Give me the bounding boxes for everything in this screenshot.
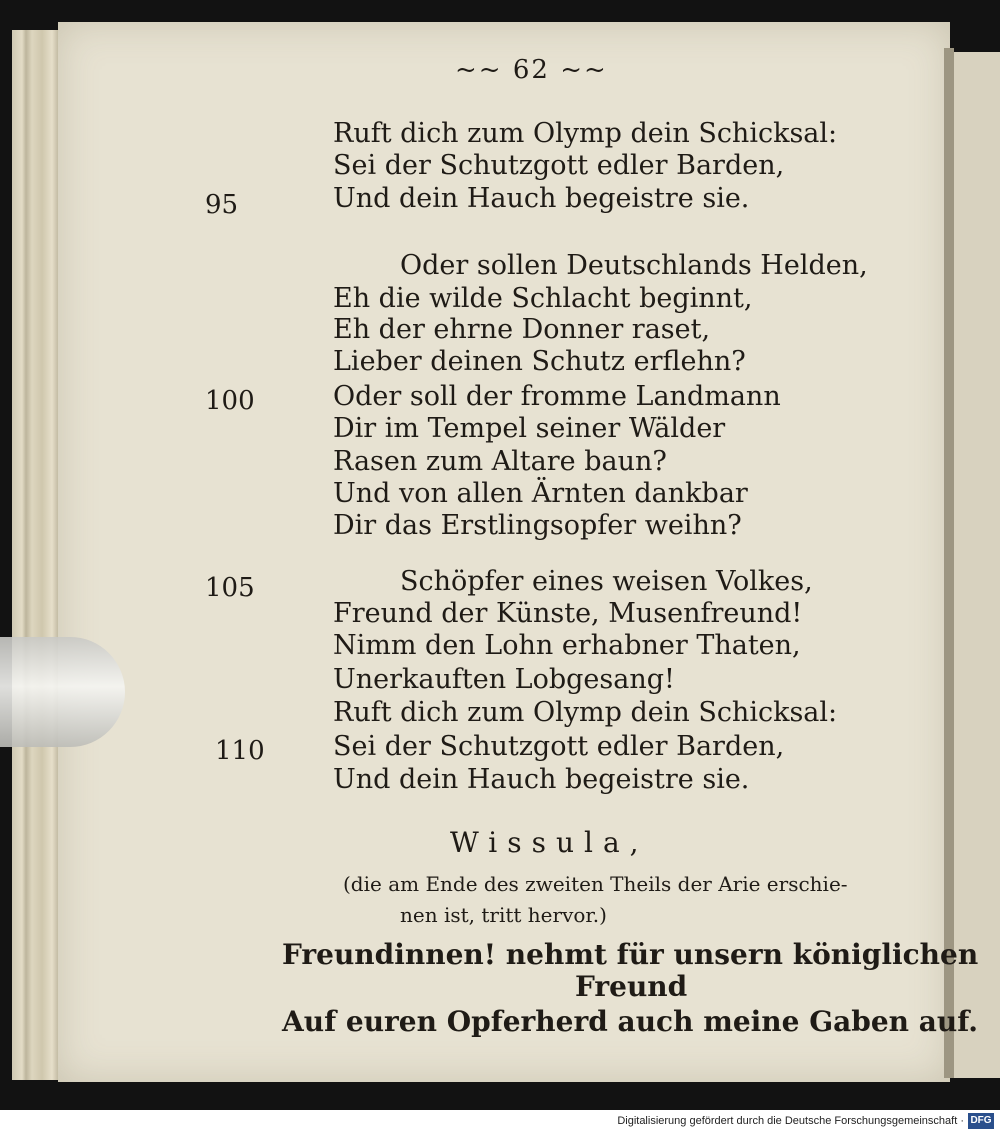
verse-line: Schöpfer eines weisen Volkes, [400, 566, 813, 597]
verse-line: Ruft dich zum Olymp dein Schicksal: [333, 697, 838, 728]
verse-line: Freund der Künste, Musenfreund! [333, 598, 803, 629]
line-number: 95 [205, 190, 239, 220]
verse-line: Und dein Hauch begeistre sie. [333, 183, 750, 214]
verse-line: Dir das Erstlingsopfer weihn? [333, 510, 742, 541]
stage-direction-line: nen ist, tritt hervor.) [400, 903, 607, 927]
verse-line: Eh die wilde Schlacht beginnt, [333, 283, 753, 314]
speech-line: Freund [575, 970, 688, 1003]
funding-credit: Digitalisierung gefördert durch die Deutsche Forschungsgemeinschaft · [617, 1115, 964, 1127]
dfg-logo: DFG [968, 1113, 994, 1129]
verse-line: Eh der ehrne Donner raset, [333, 314, 711, 345]
verse-line: Oder sollen Deutschlands Helden, [400, 250, 868, 281]
verse-line: Und von allen Ärnten dankbar [333, 478, 748, 509]
speech-line: Auf euren Opferherd auch meine Gaben auf. [282, 1005, 979, 1038]
verse-line: Oder soll der fromme Landmann [333, 381, 781, 412]
facing-page [954, 52, 1000, 1078]
verse-line: Unerkauften Lobgesang! [333, 664, 675, 695]
verse-line: Lieber deinen Schutz erflehn? [333, 346, 746, 377]
verse-line: Und dein Hauch begeistre sie. [333, 764, 750, 795]
line-number: 100 [205, 386, 255, 416]
verse-line: Dir im Tempel seiner Wälder [333, 413, 726, 444]
book-gutter [944, 48, 954, 1078]
line-number: 105 [205, 573, 255, 603]
verse-line: Sei der Schutzgott edler Barden, [333, 731, 785, 762]
line-number: 110 [215, 736, 265, 766]
speaker-name: Wissula, [450, 826, 649, 859]
verse-line: Rasen zum Altare baun? [333, 446, 667, 477]
verse-line: Ruft dich zum Olymp dein Schicksal: [333, 118, 838, 149]
footer-bar [0, 1110, 1000, 1133]
thumb-holding-page [0, 637, 125, 747]
stage-direction-line: (die am Ende des zweiten Theils der Arie erschie- [343, 872, 848, 896]
verse-line: Sei der Schutzgott edler Barden, [333, 150, 785, 181]
verse-line: Nimm den Lohn erhabner Thaten, [333, 630, 801, 661]
speech-line: Freundinnen! nehmt für unsern königlichen [282, 938, 979, 971]
page-number: ~~ 62 ~~ [455, 55, 608, 85]
